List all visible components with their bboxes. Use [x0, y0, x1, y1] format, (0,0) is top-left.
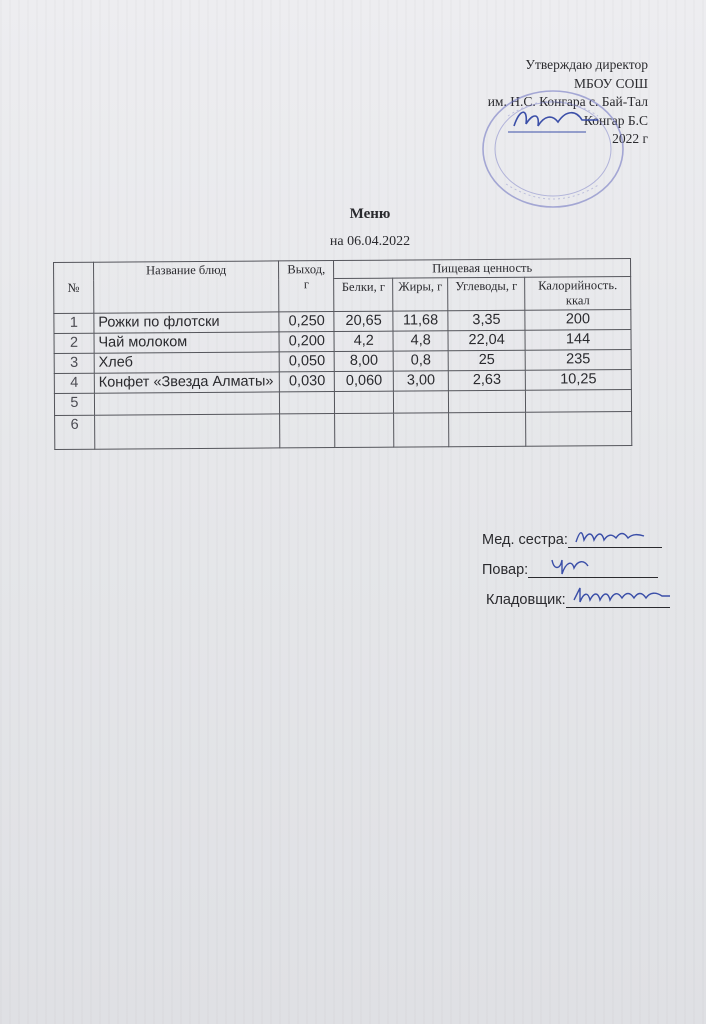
row-fat — [394, 413, 449, 447]
row-kcal: 10,25 — [525, 369, 631, 390]
row-num: 1 — [54, 313, 94, 333]
approval-line-3: им. Н.С. Конгара с. Бай-Тал — [487, 94, 648, 109]
nurse-label: Мед. сестра: — [482, 532, 568, 548]
row-num: 6 — [55, 415, 95, 449]
approval-line-2: МБОУ СОШ — [574, 75, 648, 91]
header-carbs: Углеводы, г — [448, 277, 525, 311]
row-protein — [335, 391, 394, 413]
row-kcal: 200 — [525, 309, 631, 330]
header-fat: Жиры, г — [393, 278, 448, 311]
row-carbs: 3,35 — [448, 310, 525, 331]
row-kcal: 144 — [525, 329, 631, 350]
row-dish: Рожки по флотски — [94, 312, 280, 333]
row-carbs — [449, 412, 526, 447]
row-protein: 0,060 — [335, 371, 394, 391]
row-protein: 4,2 — [334, 331, 393, 351]
header-num: № — [54, 262, 94, 313]
menu-table — [53, 258, 632, 450]
row-num: 5 — [54, 393, 94, 415]
row-dish: Чай молоком — [94, 332, 280, 353]
approval-line-5: 2022 г — [612, 131, 648, 146]
director-signature — [506, 102, 616, 138]
row-num: 3 — [54, 353, 94, 373]
row-yield — [280, 392, 335, 414]
row-dish — [94, 414, 280, 449]
page-title: Меню — [349, 206, 391, 222]
row-fat: 4,8 — [393, 331, 448, 351]
storekeeper-label: Кладовщик: — [486, 592, 566, 608]
row-protein: 20,65 — [334, 311, 393, 331]
row-protein — [335, 413, 394, 447]
header-nutrition: Пищевая ценность — [334, 258, 631, 278]
row-dish: Хлеб — [94, 352, 280, 373]
row-fat: 0,8 — [393, 351, 448, 371]
approval-line-1: Утверждаю директор — [525, 57, 648, 72]
row-num: 2 — [54, 333, 94, 353]
row-yield — [280, 414, 335, 448]
row-carbs: 25 — [448, 350, 525, 371]
approval-line-4: Конгар Б.С — [583, 112, 648, 128]
page-date: на 06.04.2022 — [329, 234, 411, 249]
row-kcal — [525, 389, 631, 412]
row-dish — [94, 392, 280, 415]
row-dish: Конфет «Звезда Алматы» — [94, 372, 280, 393]
row-carbs: 2,63 — [448, 370, 525, 391]
row-fat — [394, 391, 449, 413]
row-yield: 0,250 — [279, 312, 334, 332]
row-yield: 0,200 — [279, 332, 334, 352]
row-fat: 11,68 — [393, 311, 448, 331]
header-dish: Название блюд — [93, 261, 279, 313]
row-kcal — [526, 411, 632, 446]
row-num: 4 — [54, 373, 94, 393]
cook-label: Повар: — [482, 562, 529, 578]
row-kcal: 235 — [525, 349, 631, 370]
cook-signature — [548, 552, 592, 578]
row-yield: 0,050 — [279, 352, 334, 372]
row-protein: 8,00 — [334, 351, 393, 371]
storekeeper-signature — [570, 584, 674, 606]
row-fat: 3,00 — [393, 371, 448, 391]
header-kcal: Калорийность. ккал — [525, 276, 631, 310]
row-yield: 0,030 — [280, 372, 335, 392]
table-row — [55, 411, 632, 449]
header-yield: Выход, г — [279, 261, 334, 312]
header-protein: Белки, г — [334, 278, 393, 311]
row-carbs: 22,04 — [448, 330, 525, 351]
nurse-signature — [572, 526, 648, 548]
row-carbs — [449, 390, 526, 413]
